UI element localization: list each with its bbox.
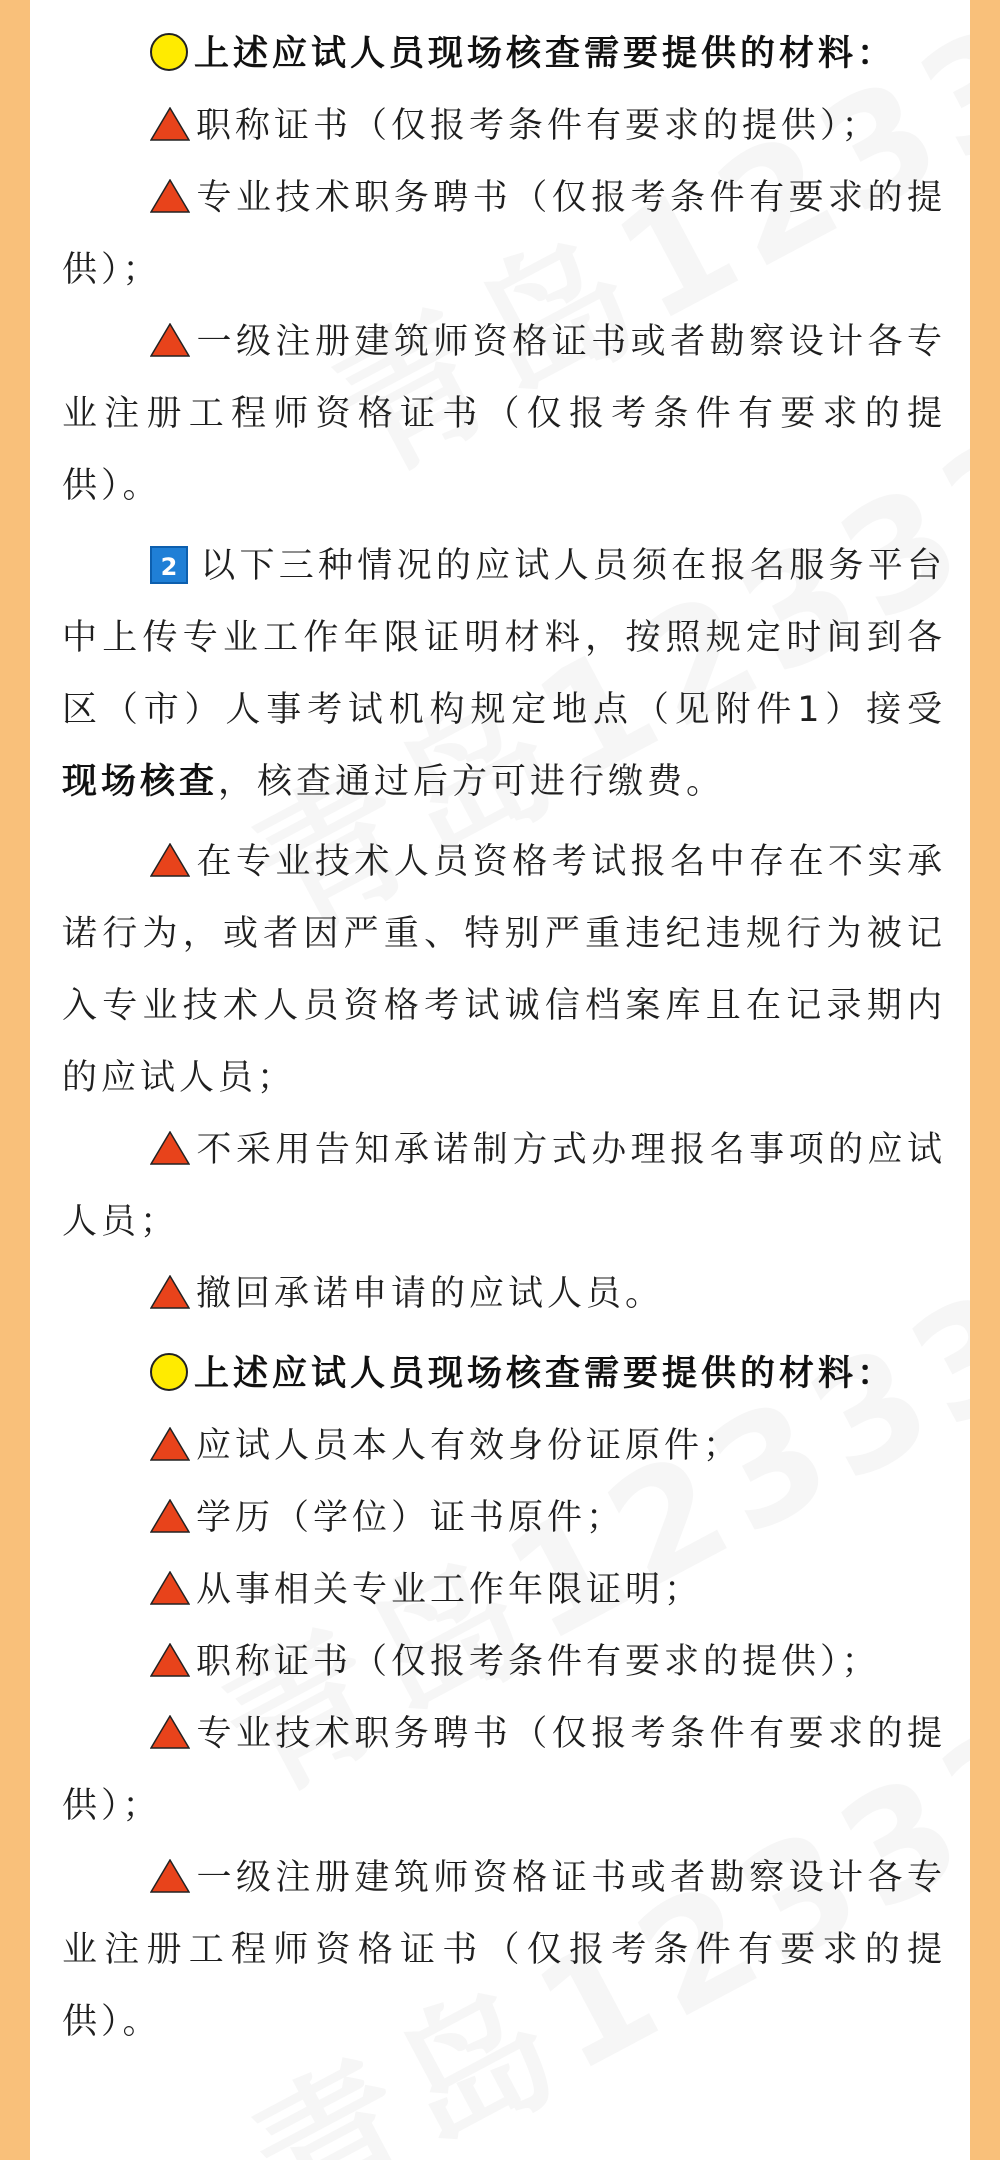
yellow-circle-icon xyxy=(150,1353,188,1391)
section3-heading: 上述应试人员现场核查需要提供的材料： xyxy=(62,1338,946,1410)
document-content xyxy=(62,18,946,2058)
red-triangle-icon xyxy=(150,179,190,213)
document-page xyxy=(30,0,970,2160)
red-triangle-icon xyxy=(150,323,190,357)
section3-item: 一级注册建筑师资格证书或者勘察设计各专业注册工程师资格证书（仅报考条件有要求的提供）。 xyxy=(62,1858,946,2042)
section3-item: 职称证书（仅报考条件有要求的提供）； xyxy=(62,1626,946,1698)
number-badge-icon: 2 xyxy=(150,546,188,584)
section3-item: 应试人员本人有效身份证原件； xyxy=(62,1410,946,1482)
section1-item: 职称证书（仅报考条件有要求的提供）； xyxy=(62,90,946,162)
red-triangle-icon xyxy=(150,107,190,141)
yellow-circle-icon xyxy=(150,33,188,71)
section1-item: 一级注册建筑师资格证书或者勘察设计各专业注册工程师资格证书（仅报考条件有要求的提供）。 xyxy=(62,322,946,506)
section2-paragraph: 2 以下三种情况的应试人员须在报名服务平台中上传专业工作年限证明材料，按照规定时间到各区（市）人事考试机构规定地点（见附件1）接受现场核查，核查通过后方可进行缴费。 xyxy=(62,546,946,802)
red-triangle-icon xyxy=(150,1643,190,1677)
section2-item: 在专业技术人员资格考试报名中存在不实承诺行为，或者因严重、特别严重违纪违规行为被记入专业技术人员资格考试诚信档案库且在记录期内的应试人员； xyxy=(62,842,946,1098)
red-triangle-icon xyxy=(150,1859,190,1893)
red-triangle-icon xyxy=(150,1275,190,1309)
red-triangle-icon xyxy=(150,1499,190,1533)
red-triangle-icon xyxy=(150,1131,190,1165)
red-triangle-icon xyxy=(150,1571,190,1605)
red-triangle-icon xyxy=(150,843,190,877)
section1-item: 专业技术职务聘书（仅报考条件有要求的提供）； xyxy=(62,178,946,290)
section2-item: 不采用告知承诺制方式办理报名事项的应试人员； xyxy=(62,1130,946,1242)
red-triangle-icon xyxy=(150,1715,190,1749)
section3-item: 从事相关专业工作年限证明； xyxy=(62,1554,946,1626)
section2-item: 撤回承诺申请的应试人员。 xyxy=(62,1258,946,1330)
section3-item: 专业技术职务聘书（仅报考条件有要求的提供）； xyxy=(62,1714,946,1826)
red-triangle-icon xyxy=(150,1427,190,1461)
section3-item: 学历（学位）证书原件； xyxy=(62,1482,946,1554)
section1-heading: 上述应试人员现场核查需要提供的材料： xyxy=(62,18,946,90)
